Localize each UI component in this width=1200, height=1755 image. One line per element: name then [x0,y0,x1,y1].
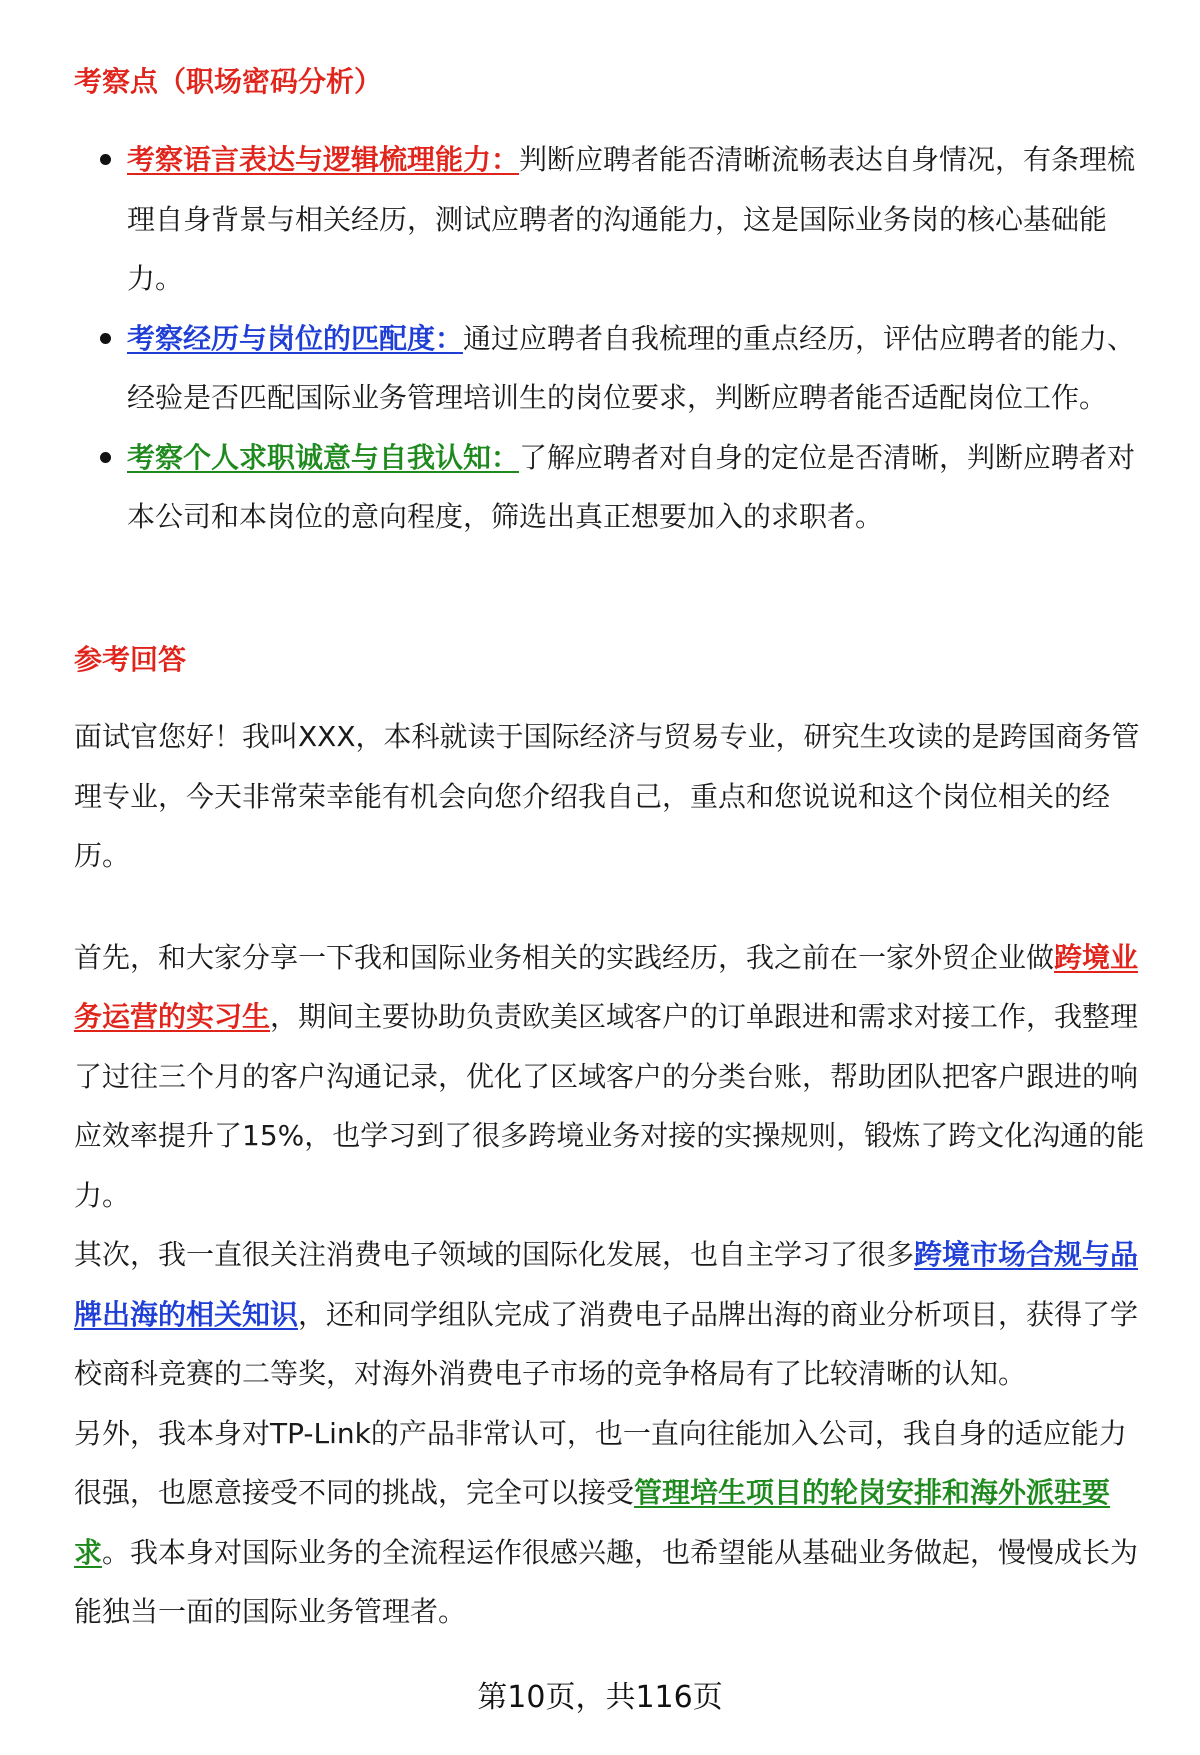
answer-paragraph-experience [74,928,1150,1226]
paragraph-text: 另外，我本身对TP-Link的产品非常认可，也一直向往能加入公司，我自身的适应能力很强，也愿意接受不同的挑战，完全可以接受 [74,1416,1127,1509]
list-item [74,309,1150,428]
reference-answer-body [74,707,1150,1642]
highlight-text: 跨境业务运营的实习生 [74,940,1139,1033]
section-title-assessment: 考察点（职场密码分析） [74,65,383,98]
bullet-label: 考察个人求职诚意与自我认知： [127,440,520,474]
list-item [74,428,1150,547]
answer-paragraph-knowledge [74,1225,1150,1404]
list-item [74,130,1150,309]
bullet-label: 考察经历与岗位的匹配度： [127,321,464,355]
bullet-dot-icon [100,452,111,463]
bullet-label: 考察语言表达与逻辑梳理能力： [127,143,520,176]
paragraph-text: 。我本身对国际业务的全流程运作很感兴趣，也希望能从基础业务做起，慢慢成长为能独当一面的国际业务管理者。 [74,1535,1139,1628]
highlight-text: 管理培生项目的轮岗安排和海外派驻要求 [74,1476,1111,1569]
bullet-text: 了解应聘者对自身的定位是否清晰，判断应聘者对本公司和本岗位的意向程度，筛选出真正想要加入的求职者。 [127,440,1136,533]
bullet-text: 判断应聘者能否清晰流畅表达自身情况，有条理梳理自身背景与相关经历，测试应聘者的沟通能力，这是国际业务岗的核心基础能力。 [127,143,1136,295]
bullet-text: 通过应聘者自我梳理的重点经历，评估应聘者的能力、经验是否匹配国际业务管理培训生的岗位要求，判断应聘者能否适配岗位工作。 [127,321,1136,414]
paragraph-text: ，期间主要协助负责欧美区域客户的订单跟进和需求对接工作，我整理了过往三个月的客户沟通记录，优化了区域客户的分类台账，帮助团队把客户跟进的响应效率提升了15%，也学习到了很多跨境业务对接的实操规则，锻炼了跨文化沟通的能力。 [74,1000,1145,1212]
section-title-reference-answer: 参考回答 [74,643,187,676]
answer-paragraph-intro: 面试官您好！我叫XXX，本科就读于国际经济与贸易专业，研究生攻读的是跨国商务管理专业，今天非常荣幸能有机会向您介绍我自己，重点和您说说和这个岗位相关的经历。 [74,720,1140,872]
highlight-text: 跨境市场合规与品牌出海的相关知识 [74,1238,1139,1331]
answer-paragraph-motivation [74,1404,1150,1642]
paragraph-text: 首先，和大家分享一下我和国际业务相关的实践经历，我之前在一家外贸企业做 [74,940,1055,974]
page-number: 第10页，共116页 [477,1680,723,1715]
assessment-list [74,130,1150,547]
paragraph-text: ，还和同学组队完成了消费电子品牌出海的商业分析项目，获得了学校商科竞赛的二等奖，对海外消费电子市场的竞争格局有了比较清晰的认知。 [74,1297,1139,1390]
bullet-dot-icon [100,333,111,344]
bullet-dot-icon [100,154,111,165]
paragraph-text: 其次，我一直很关注消费电子领域的国际化发展，也自主学习了很多 [74,1238,915,1271]
